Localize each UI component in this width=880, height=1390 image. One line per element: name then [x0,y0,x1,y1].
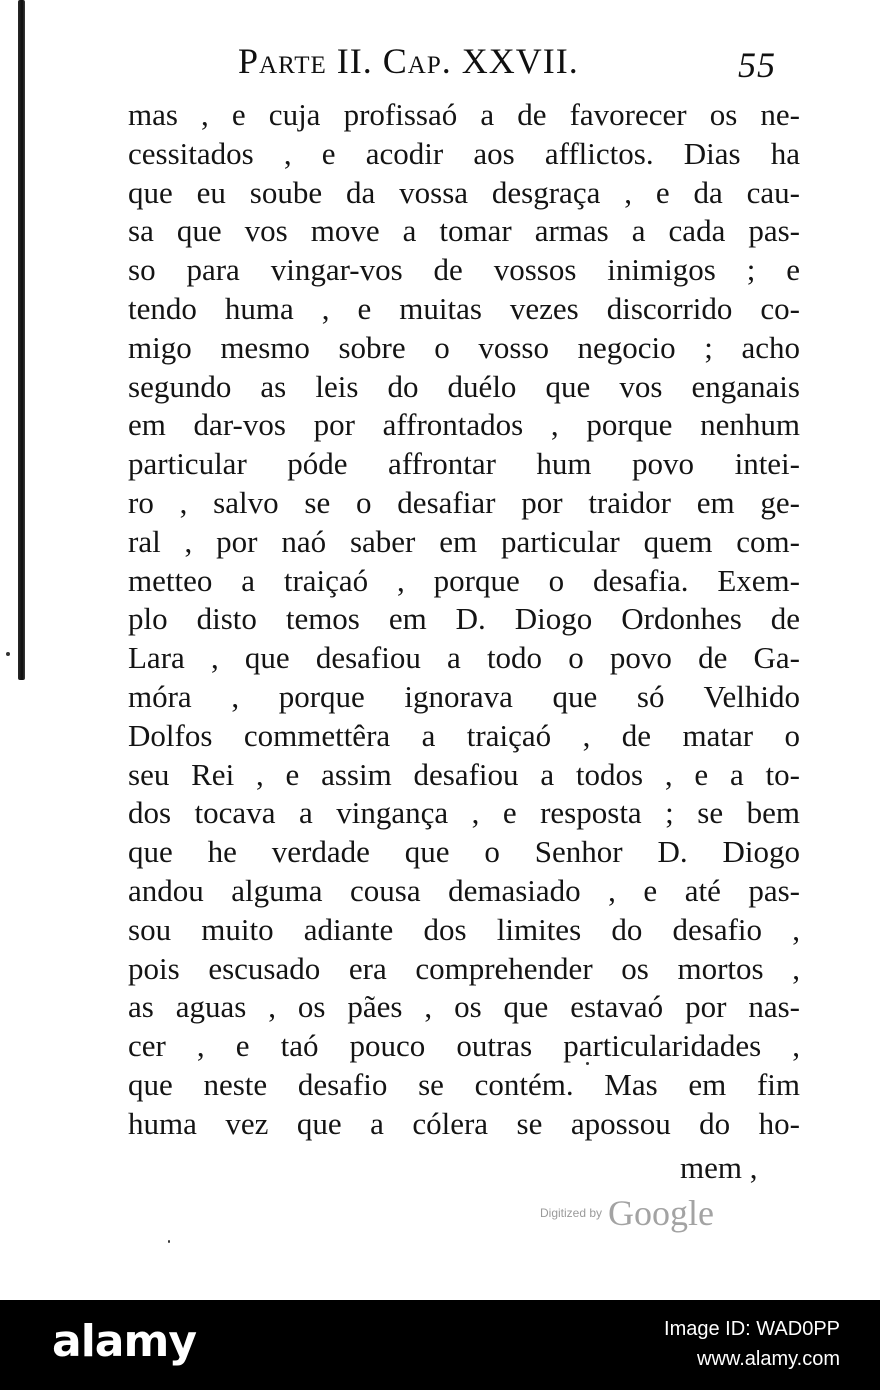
ink-speck [6,652,10,656]
text-line: seu Rei , e assim desafiou a todos , e a to- [128,756,800,792]
text-line: que neste desafio se contém. Mas em fim [128,1066,800,1102]
text-line: pois escusado era comprehender os mortos , [128,950,800,986]
google-logo: Google [608,1193,715,1233]
text-line: as aguas , os pães , os que estavaó por nas- [128,989,800,1025]
image-credit [664,1314,840,1374]
text-line: tendo huma , e muitas vezes discorrido co- [128,290,800,326]
site-url: www.alamy.com [697,1348,840,1370]
binding-edge-shadow [18,0,25,680]
text-line: sa que vos move a tomar armas a cada pas- [128,213,800,249]
stock-photo-footer [0,1300,880,1390]
text-line: ral , por naó saber em particular quem com- [128,523,800,559]
text-line: andou alguma cousa demasiado , e até pas- [128,872,800,908]
digitized-by-watermark [540,1192,714,1234]
text-line: dos tocava a vingança , e resposta ; se bem [128,795,800,831]
text-line: plo disto temos em D. Diogo Ordonhes de [128,601,800,637]
text-line: que he verdade que o Senhor D. Diogo [128,834,800,870]
text-line: so para vingar-vos de vossos inimigos ; e [128,252,800,288]
image-id: Image ID: WAD0PP [664,1318,840,1340]
text-line: mas , e cuja profissaó a de favorecer os ne- [128,97,800,132]
body-text [128,96,800,1144]
alamy-logo: alamy [52,1316,196,1367]
page-number: 55 [738,45,776,85]
catchword: mem , [680,1150,758,1185]
digitized-by-label: Digitized by [540,1206,603,1220]
text-line: metteo a traiçaó , porque o desafia. Exem- [128,562,800,598]
text-line: em dar-vos por affrontados , porque nenhum [128,407,800,443]
text-line: Lara , que desafiou a todo o povo de Ga- [128,640,800,676]
text-line: migo mesmo sobre o vosso negocio ; acho [128,329,800,365]
text-line: cer , e taó pouco outras particularidades , [128,1028,800,1064]
text-line: sou muito adiante dos limites do desafio , [128,911,800,947]
text-line: ro , salvo se o desafiar por traidor em ge- [128,484,800,520]
text-line: que eu soube da vossa desgraça , e da cau- [128,174,800,210]
ink-speck [168,1240,170,1243]
text-line: móra , porque ignorava que só Velhido [128,678,800,714]
text-line: particular póde affrontar hum povo intei- [128,446,800,482]
text-line: Dolfos commettêra a traiçaó , de matar o [128,717,800,753]
page-header [238,40,798,86]
text-line: segundo as leis do duélo que vos enganais [128,368,800,404]
text-line: huma vez que a cólera se apossou do ho- [128,1105,800,1141]
text-line: cessitados , e acodir aos afflictos. Dias ha [128,135,800,171]
running-head: Parte II. Cap. XXVII. [238,41,579,81]
